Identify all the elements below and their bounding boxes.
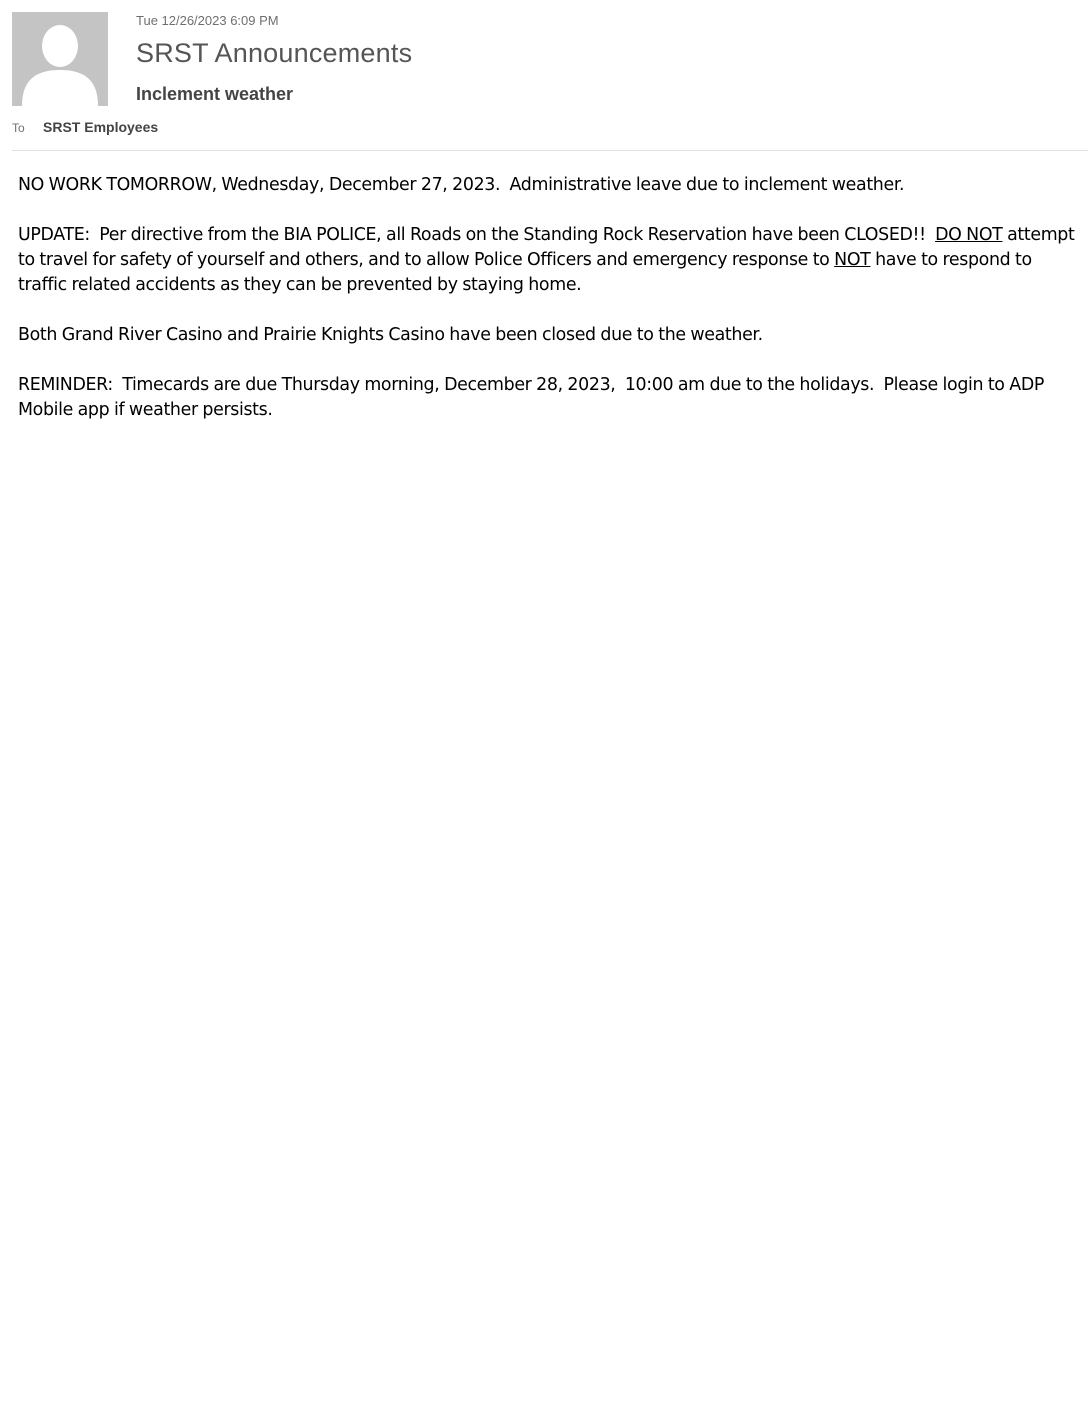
email-body <box>18 173 1078 448</box>
person-silhouette-icon <box>12 12 108 106</box>
header-divider <box>12 150 1088 151</box>
sender-avatar <box>12 12 108 106</box>
email-subject: Inclement weather <box>136 84 294 104</box>
to-label: To <box>12 121 25 135</box>
body-paragraph-update <box>18 223 1078 298</box>
body-paragraph-reminder: REMINDER: Timecards are due Thursday morning, December 28, 2023, 10:00 am due to the holidays. Please login to ADP Mobile app if weather persists. <box>18 375 1049 420</box>
update-text-part-2: attempt to travel for safety of yourself and others, and to allow Police Officers and emergency response to <box>18 225 1080 270</box>
update-text-part-1: UPDATE: Per directive from the BIA POLICE, all Roads on the Standing Rock Reservation have been CLOSED!! <box>18 225 936 245</box>
to-recipient[interactable]: SRST Employees <box>43 119 159 135</box>
email-header <box>0 0 1088 150</box>
update-text-part-3: have to respond to traffic related accidents as they can be prevented by staying home. <box>18 250 1037 295</box>
body-paragraph-casinos: Both Grand River Casino and Prairie Knights Casino have been closed due to the weather. <box>18 325 763 345</box>
sender-name[interactable]: SRST Announcements <box>136 38 413 68</box>
sent-timestamp: Tue 12/26/2023 6:09 PM <box>136 13 279 28</box>
not-emphasis: NOT <box>834 250 871 270</box>
body-paragraph-no-work: NO WORK TOMORROW, Wednesday, December 27, 2023. Administrative leave due to inclement weather. <box>18 175 905 195</box>
do-not-emphasis: DO NOT <box>935 225 1003 245</box>
